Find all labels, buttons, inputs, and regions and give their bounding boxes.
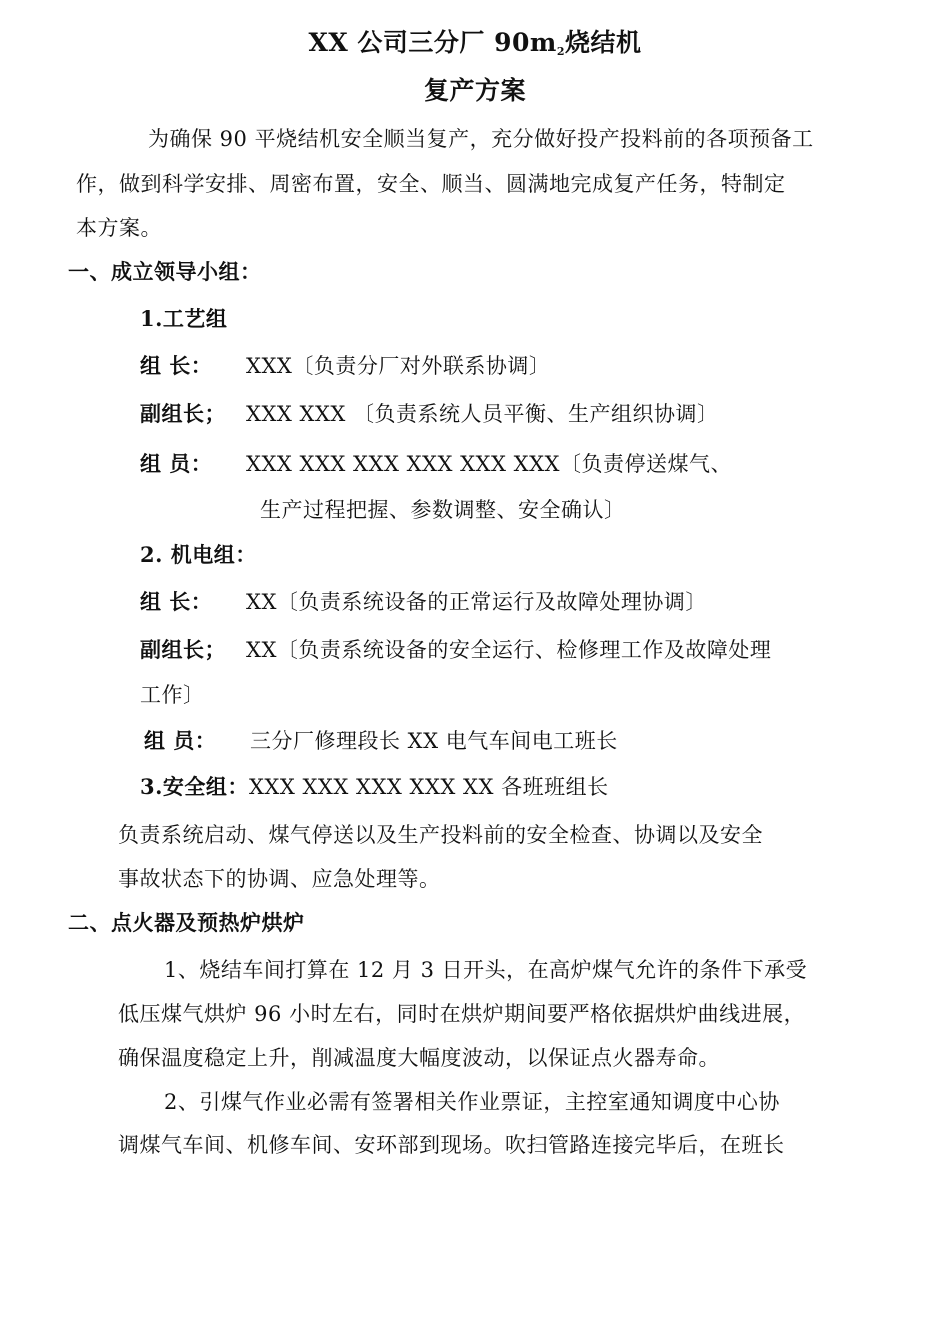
group1-heading: 1.工艺组: [140, 306, 228, 331]
group3-desc-line-1: 负责系统启动、煤气停送以及生产投料前的安全检查、协调以及安全: [118, 823, 763, 847]
group2-member-row: [144, 726, 618, 756]
group3-desc-line-2: 事故状态下的协调、应急处理等。: [118, 867, 441, 891]
group1-deputy-value: XXX XXX 〔负责系统人员平衡、生产组织协调〕: [246, 402, 719, 426]
group1-member-row: [140, 449, 732, 479]
group1-leader-value: XXX〔负责分厂对外联系协调〕: [246, 354, 551, 378]
doc-title-line2: 复产方案: [423, 76, 526, 105]
group3-members: XXX XXX XXX XXX XX 各班班组长: [248, 775, 609, 799]
group2-heading: 2. 机电组：: [140, 542, 257, 567]
group2-leader-row: [140, 587, 707, 617]
group2-leader-value: XX〔负责系统设备的正常运行及故障处理协调〕: [246, 590, 707, 614]
group1-leader-row: [140, 351, 550, 381]
group2-deputy-row: [140, 635, 771, 665]
group2-deputy-label: 副组长；: [140, 637, 226, 662]
doc-title-line1: [0, 28, 950, 63]
intro-line-3: 本方案。: [76, 216, 162, 240]
intro-line-2: 作，做到科学安排、周密布置，安全、顺当、圆满地完成复产任务，特制定: [76, 172, 786, 196]
intro-line-1: 为确保 90 平烧结机安全顺当复产，充分做好投产投料前的各项预备工: [148, 127, 814, 151]
group2-leader-label: 组 长：: [140, 589, 213, 614]
group2-deputy-value: XX〔负责系统设备的安全运行、检修理工作及故障处理: [246, 638, 772, 662]
title-superscript: 2: [556, 45, 566, 58]
group2-deputy-cont: 工作〕: [140, 683, 205, 707]
section2-para1-line-2: 低压煤气烘炉 96 小时左右，同时在烘炉期间要严格依据烘炉曲线进展，: [118, 1002, 806, 1026]
group2-member-label: 组 员：: [144, 728, 217, 753]
section2-para2-line-2: 调煤气车间、机修车间、安环部到现场。吹扫管路连接完毕后，在班长: [118, 1133, 785, 1157]
group1-member-value: XXX XXX XXX XXX XXX XXX〔负责停送煤气、: [246, 452, 732, 476]
group1-member-cont: 生产过程把握、参数调整、安全确认〕: [260, 498, 626, 522]
group1-leader-label: 组 长：: [140, 353, 213, 378]
title-text-pre: XX 公司三分厂 90m: [308, 28, 557, 57]
group2-member-value: 三分厂修理段长 XX 电气车间电工班长: [250, 729, 618, 753]
section2-para2-line-1: 2、引煤气作业必需有签署相关作业票证，主控室通知调度中心协: [164, 1090, 780, 1114]
section2-para1-line-3: 确保温度稳定上升，削减温度大幅度波动，以保证点火器寿命。: [118, 1046, 720, 1070]
group3-heading: 3.安全组：: [140, 774, 249, 799]
group1-deputy-row: [140, 399, 719, 429]
group1-member-label: 组 员：: [140, 451, 213, 476]
title-text-post: 烧结机: [565, 28, 642, 57]
group3-row: [140, 772, 609, 802]
section2-para1-line-1: 1、烧结车间打算在 12 月 3 日开头，在高炉煤气允许的条件下承受: [164, 958, 808, 982]
group1-deputy-label: 副组长；: [140, 401, 226, 426]
section2-heading: 二、点火器及预热炉烘炉: [68, 910, 305, 935]
section1-heading: 一、成立领导小组：: [68, 259, 262, 284]
